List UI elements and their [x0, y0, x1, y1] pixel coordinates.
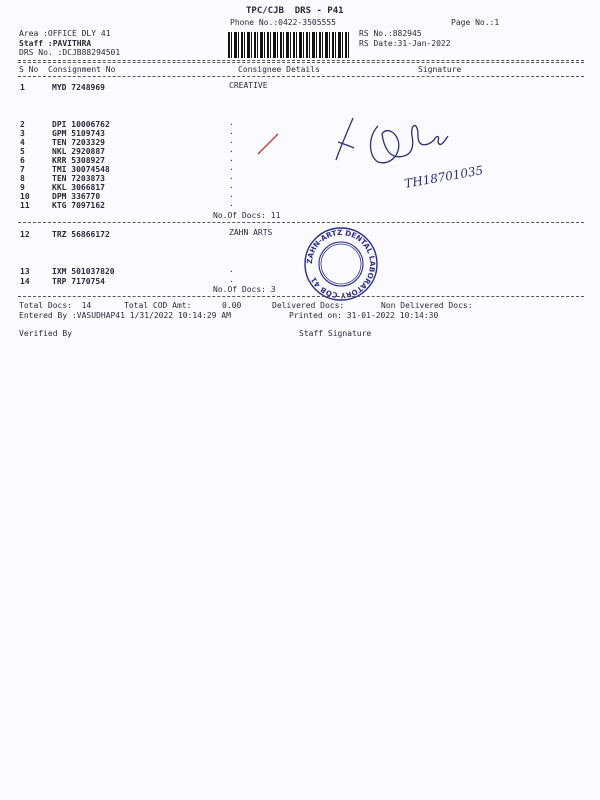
column-header-sno: S No — [19, 65, 39, 74]
table-row-sno: 2 — [20, 120, 25, 129]
table-row-consignment: DPM 336770 — [52, 192, 101, 201]
table-row-sno: 14 — [20, 277, 30, 286]
row-dot: . — [229, 136, 234, 145]
table-row-consignment: NKL 2920887 — [52, 147, 105, 156]
table-row-sno: 10 — [20, 192, 30, 201]
column-header-consignee: Consignee Details — [238, 65, 320, 74]
consignee-name: CREATIVE — [229, 81, 268, 90]
row-dot: . — [229, 181, 234, 190]
table-row-consignment: TEN 7203329 — [52, 138, 105, 147]
table-row-sno: 12 — [20, 230, 30, 239]
row-dot: . — [229, 265, 234, 274]
rs-number: RS No.:882945 — [359, 29, 422, 38]
table-row-consignment: KKL 3066817 — [52, 183, 105, 192]
table-row-sno: 5 — [20, 147, 25, 156]
table-row-sno: 7 — [20, 165, 25, 174]
divider — [18, 296, 584, 297]
barcode — [228, 32, 351, 58]
table-row-sno: 1 — [20, 83, 25, 92]
row-dot: . — [229, 190, 234, 199]
consignee-name: ZAHN ARTS — [229, 228, 273, 237]
phone-number: Phone No.:0422-3505555 — [230, 18, 336, 27]
delivered-docs: Delivered Docs: — [272, 301, 345, 310]
row-dot: . — [229, 154, 234, 163]
total-cod-label: Total COD Amt: — [124, 301, 192, 310]
total-cod-amount: 0.00 — [222, 301, 242, 310]
stamp-text: ZAHN-ARTZ DENTAL LABORATORY COB 41 — [304, 227, 378, 301]
column-header-signature: Signature — [418, 65, 462, 74]
company-stamp — [303, 226, 379, 302]
table-row-consignment: DPI 10006762 — [52, 120, 110, 129]
table-row-consignment: KTG 7097162 — [52, 201, 105, 210]
table-row-consignment: GPM 5109743 — [52, 129, 105, 138]
divider — [18, 62, 584, 63]
staff-label: Staff :PAVITHRA — [19, 39, 92, 48]
row-dot: . — [229, 199, 234, 208]
table-row-sno: 6 — [20, 156, 25, 165]
handwritten-note: TH18701035 — [403, 163, 485, 191]
table-row-consignment: TRP 7170754 — [52, 277, 105, 286]
table-row-consignment: TEN 7203873 — [52, 174, 105, 183]
page-number: Page No.:1 — [451, 18, 500, 27]
divider — [18, 76, 584, 77]
table-row-sno: 4 — [20, 138, 25, 147]
non-delivered-docs: Non Delivered Docs: — [381, 301, 473, 310]
handwritten-signature — [250, 100, 480, 200]
table-row-consignment: IXM 501037820 — [52, 267, 115, 276]
table-row-sno: 13 — [20, 267, 30, 276]
row-dot: . — [229, 145, 234, 154]
area-label: Area :OFFICE DLY 41 — [19, 29, 111, 38]
row-dot: . — [229, 163, 234, 172]
table-row-consignment: MYD 7248969 — [52, 83, 105, 92]
table-row-sno: 3 — [20, 129, 25, 138]
total-docs: Total Docs: 14 — [19, 301, 92, 310]
table-row-sno: 9 — [20, 183, 25, 192]
entered-by: Entered By :VASUDHAP41 1/31/2022 10:14:29 AM — [19, 311, 231, 320]
column-header-consignment: Consignment No — [48, 65, 116, 74]
printed-on: Printed on: 31-01-2022 10:14:30 — [289, 311, 439, 320]
verified-by: Verified By — [19, 329, 72, 338]
table-row-consignment: TMI 30074548 — [52, 165, 110, 174]
row-dot: . — [229, 172, 234, 181]
table-row-consignment: TRZ 56866172 — [52, 230, 110, 239]
doc-count: No.Of Docs: 3 — [213, 285, 276, 294]
divider — [18, 222, 584, 223]
document-title: TPC/CJB DRS - P41 — [246, 6, 344, 16]
doc-count: No.Of Docs: 11 — [213, 211, 281, 220]
row-dot: . — [229, 275, 234, 284]
row-dot: . — [229, 127, 234, 136]
staff-signature-label: Staff Signature — [299, 329, 372, 338]
row-dot: . — [229, 118, 234, 127]
table-row-sno: 8 — [20, 174, 25, 183]
rs-date: RS Date:31-Jan-2022 — [359, 39, 451, 48]
table-row-sno: 11 — [20, 201, 30, 210]
drs-number: DRS No. :DCJB88294501 — [19, 48, 121, 57]
table-row-consignment: KRR 5308927 — [52, 156, 105, 165]
divider — [18, 60, 584, 61]
